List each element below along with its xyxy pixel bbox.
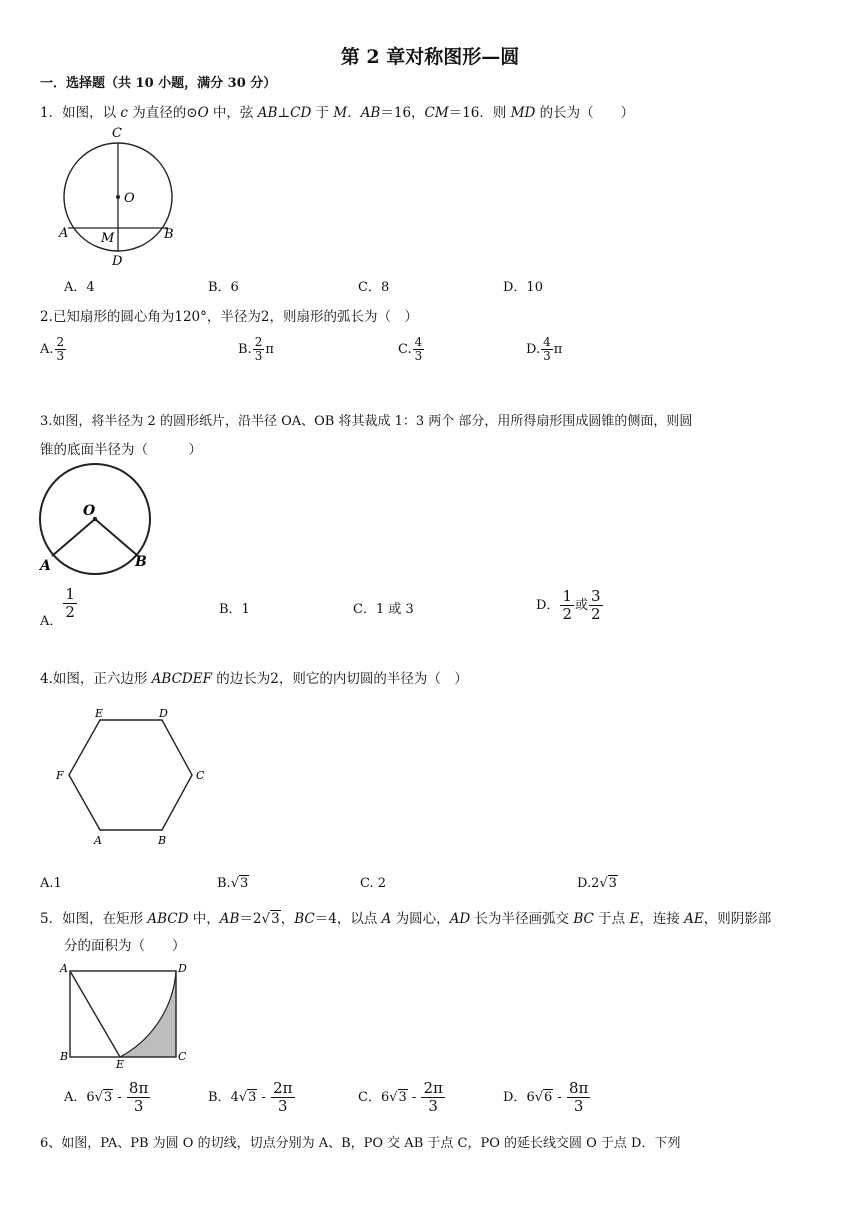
q1-stem: 1．如图，以 c 为直径的⊙O 中，弦 AB⊥CD 于 M．AB＝16，CM＝16．则 MD 的长为（ ）: [40, 105, 635, 121]
q1-label-B: B: [164, 227, 174, 242]
q2-option-b: B. $\frac{2}{3}$ π: [238, 335, 274, 363]
section-heading: 一．选择题（共 10 小题，满分 30 分）: [40, 76, 277, 91]
page-title: 第 2 章对称图形—圆: [340, 46, 520, 68]
q4-label-F: F: [56, 769, 64, 782]
q1-option-b: B．6: [208, 280, 239, 295]
q4-label-A: A: [94, 834, 102, 847]
q3-option-c: C．1 或 3: [353, 602, 414, 617]
q4-option-d: D.2√3: [577, 876, 617, 891]
q3-stem-line1: 3.如图，将半径为 2 的圆形纸片，沿半径 OA、OB 将其裁成 1：3 两个 部分，用所得扇形围成圆锥的侧面，则圆: [40, 414, 693, 429]
q5-label-B: B: [60, 1050, 69, 1063]
q3-option-a: A． $\frac{1}{2}$: [40, 585, 75, 629]
q4-option-b: B.√3: [217, 876, 249, 891]
q3-label-A: A: [40, 558, 51, 574]
q4-label-C: C: [196, 769, 205, 782]
q3-option-d: D． $\frac{1}{2}$ 或 $\frac{3}{2}$: [536, 587, 601, 623]
q4-option-c: C. 2: [360, 876, 387, 891]
q4-stem: 4.如图，正六边形 ABCDEF 的边长为2，则它的内切圆的半径为（ ）: [40, 671, 468, 687]
q5-option-b: B．4√3 - $\frac{2\pi}{3}$: [208, 1079, 293, 1115]
q3-label-B: B: [135, 554, 147, 570]
q4-label-E: E: [95, 707, 104, 720]
q5-option-c: C．6√3 - $\frac{2\pi}{3}$: [358, 1079, 443, 1115]
q1-label-A: A: [59, 226, 69, 241]
q3-circle-figure: [34, 462, 164, 580]
q2-option-a: A. $\frac{2}{3}$: [40, 335, 65, 363]
q1-option-c: C．8: [358, 280, 390, 295]
q6-stem: 6、如图，PA、PB 为圆 O 的切线，切点分别为 A、B，PO 交 AB 于点 C，PO 的延长线交圆 O 于点 D．下列: [40, 1136, 681, 1151]
q5-rectangle-figure: [58, 960, 198, 1071]
q1-label-O: O: [124, 191, 135, 206]
q4-option-a: A.1: [40, 876, 62, 891]
q1-option-a: A．4: [64, 280, 95, 295]
q5-label-E: E: [116, 1058, 125, 1071]
q1-label-C: C: [112, 126, 122, 141]
q1-option-d: D．10: [503, 280, 543, 295]
q4-hexagon-figure: [52, 705, 212, 850]
q1-circle-figure: [56, 125, 186, 270]
q5-stem-line2: 分的面积为（ ）: [64, 938, 186, 954]
q3-stem-line2: 锥的底面半径为（ ）: [40, 442, 202, 458]
q5-option-a: A．6√3 - $\frac{8\pi}{3}$: [64, 1079, 149, 1115]
q2-option-c: C. $\frac{4}{3}$: [398, 335, 423, 363]
q4-label-B: B: [158, 834, 167, 847]
q2-option-d: D. $\frac{4}{3}$ π: [526, 335, 563, 363]
q5-label-D: D: [178, 962, 187, 975]
q5-option-d: D．6√6 - $\frac{8\pi}{3}$: [503, 1079, 589, 1115]
q5-stem-line1: 5．如图，在矩形 ABCD 中，AB＝2√3，BC＝4，以点 A 为圆心，AD 长为半径画弧交 BC 于点 E，连接 AE，则阴影部: [40, 911, 772, 927]
q2-stem: 2.已知扇形的圆心角为120°，半径为2，则扇形的弧长为（ ）: [40, 309, 418, 325]
q5-label-C: C: [178, 1050, 187, 1063]
q3-option-b: B．1: [219, 602, 250, 617]
q1-label-M: M: [101, 231, 115, 246]
q1-label-D: D: [112, 254, 123, 269]
q3-label-O: O: [83, 503, 96, 519]
q5-label-A: A: [60, 962, 68, 975]
q4-label-D: D: [159, 707, 168, 720]
